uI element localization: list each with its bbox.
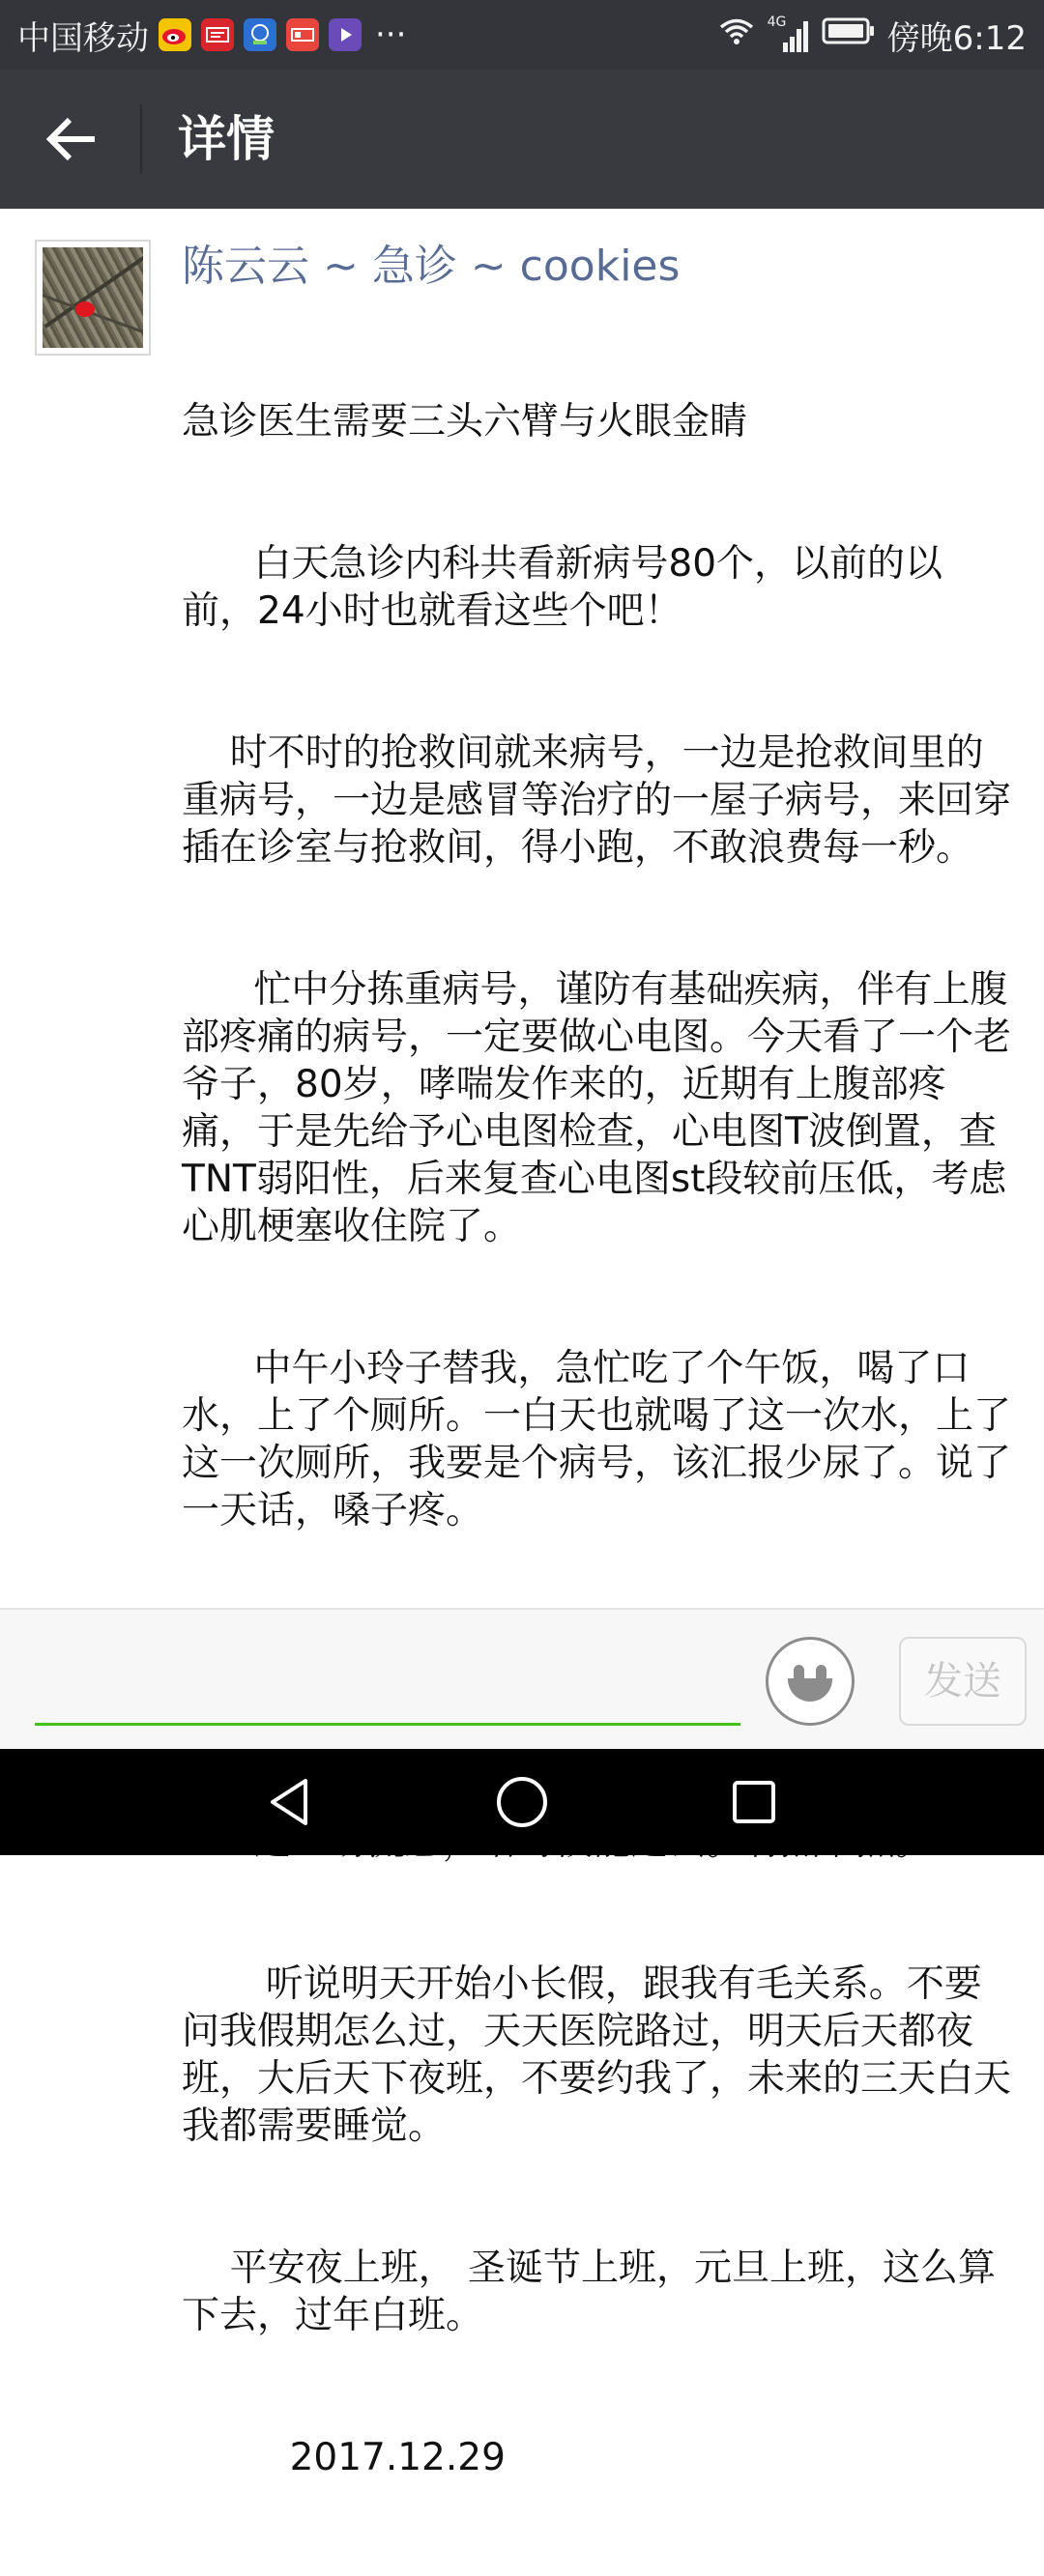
post-date: 2017.12.29 [182, 2436, 506, 2479]
post-text [182, 303, 1015, 2576]
emoji-button[interactable] [766, 1637, 855, 1726]
post-paragraph: 忙中分拣重病号，谨防有基础疾病，伴有上腹部疼痛的病号，一定要做心电图。今天看了一个老爷子，80岁，哮喘发作来的，近期有上腹部疼痛，于是先给予心电图检查，心电图T波倒置，查TNT弱阳性，后来复查心电图st段较前压低，考虑心肌梗塞收住院了。 [182, 968, 1012, 1248]
nav-back-button[interactable] [261, 1773, 319, 1831]
action-bar [0, 70, 1044, 209]
signal-icon [768, 15, 810, 54]
post-paragraph: 时不时的抢救间就来病号，一边是抢救间里的重病号，一边是感冒等治疗的一屋子病号，来回穿插在诊室与抢救间，得小跑，不敢浪费每一秒。 [182, 731, 1012, 870]
chat-app-icon [244, 18, 276, 51]
battery-icon [822, 15, 876, 54]
weibo-icon [159, 18, 191, 51]
back-button[interactable] [25, 99, 118, 180]
page-title: 详情 [178, 111, 275, 167]
more-notifications: ··· [375, 15, 407, 54]
video-app-icon [329, 18, 362, 51]
post-paragraph: 平安夜上班， 圣诞节上班，元旦上班，这么算下去，过年白班。 [182, 2247, 996, 2337]
nav-home-button[interactable] [493, 1773, 551, 1831]
wifi-icon [717, 15, 756, 54]
triangle-back-icon [261, 1773, 319, 1831]
circle-home-icon [493, 1773, 551, 1831]
time-period-label: 傍晚 [886, 18, 953, 58]
post-paragraph: 听说明天开始小长假，跟我有毛关系。不要问我假期怎么过，天天医院路过，明天后天都夜班，大后天下夜班，不要约我了，未来的三天白天我都需要睡觉。 [182, 1962, 1012, 2148]
network-type-label: 4G [767, 14, 787, 30]
status-right [706, 0, 1027, 70]
comment-bar [0, 1610, 1044, 1749]
post-title: 急诊医生需要三头六臂与火眼金睛 [182, 400, 748, 444]
avatar-image [43, 247, 143, 348]
carrier-label: 中国移动 [17, 18, 149, 58]
back-arrow-icon [44, 116, 99, 162]
post-paragraph: 中午小玲子替我，急忙吃了个午饭，喝了口水，上了个厕所。一白天也就喝了这一次水，上了这一次厕所，我要是个病号，该汇报少尿了。说了一天话，嗓子疼。 [182, 1347, 1012, 1532]
avatar[interactable] [35, 240, 151, 356]
system-nav-bar [0, 1749, 1044, 1855]
toutiao-icon [286, 18, 319, 51]
status-left [17, 0, 406, 70]
status-bar [0, 0, 1044, 70]
clock [887, 12, 1027, 59]
nav-recents-button[interactable] [725, 1773, 783, 1831]
header-divider [140, 104, 142, 174]
square-recents-icon [725, 1773, 783, 1831]
comment-input[interactable] [35, 1629, 740, 1726]
time-label: 6:12 [952, 18, 1027, 58]
news-app-icon [201, 18, 234, 51]
author-name[interactable]: 陈云云 ~ 急诊 ~ cookies [182, 242, 681, 291]
send-button[interactable]: 发送 [899, 1637, 1027, 1726]
post-paragraph: 白天急诊内科共看新病号80个，以前的以前，24小时也就看这些个吧！ [182, 542, 943, 633]
